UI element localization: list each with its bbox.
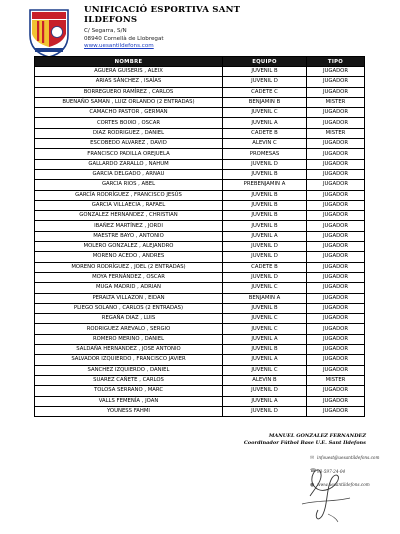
cell-nombre: IBAÑEZ MARTÍNEZ , JORDI (35, 221, 223, 231)
cell-nombre: MOYA FERNÁNDEZ , OSCAR (35, 272, 223, 282)
table-row (35, 272, 365, 282)
table-row (35, 242, 365, 252)
cell-tipo: MISTER (307, 375, 365, 385)
cell-tipo: JUGADOR (307, 149, 365, 159)
cell-equipo: JUVENIL A (223, 355, 307, 365)
cell-nombre: SUAREZ CAÑETE , CARLOS (35, 375, 223, 385)
contact-email[interactable]: infouest@uesantildefons.com (317, 455, 380, 461)
cell-equipo: JUVENIL C (223, 365, 307, 375)
cell-tipo: JUGADOR (307, 231, 365, 241)
roster-table (34, 56, 365, 417)
table-row (35, 345, 365, 355)
cell-equipo: JUVENIL A (223, 396, 307, 406)
cell-nombre: GARCIA VILLAECIA , RAFAEL (35, 200, 223, 210)
cell-tipo: JUGADOR (307, 303, 365, 313)
cell-nombre: CORTES BOIXO , OSCAR (35, 118, 223, 128)
cell-nombre: MUGA MADRID , ADRIAN (35, 283, 223, 293)
table-row (35, 283, 365, 293)
header-equipo: EQUIPO (223, 57, 307, 67)
cell-nombre: GARCIA DELGADO , ARNAU (35, 169, 223, 179)
table-body (35, 67, 365, 417)
cell-nombre: MORENO ACEDO , ANDRES (35, 252, 223, 262)
cell-equipo: JUVENIL C (223, 283, 307, 293)
cell-equipo: JUVENIL A (223, 334, 307, 344)
cell-nombre: VALLS FEMENÍA , JOAN (35, 396, 223, 406)
cell-nombre: SANCHEZ IZQUIERDO , DANIEL (35, 365, 223, 375)
cell-nombre: SALVADOR IZQUIERDO , FRANCISCO JAVIER (35, 355, 223, 365)
table-row (35, 324, 365, 334)
cell-tipo: JUGADOR (307, 108, 365, 118)
table-row (35, 365, 365, 375)
cell-equipo: PROMESAS (223, 149, 307, 159)
cell-tipo: JUGADOR (307, 159, 365, 169)
cell-tipo: JUGADOR (307, 345, 365, 355)
table-row (35, 406, 365, 416)
table-row (35, 67, 365, 77)
cell-tipo: JUGADOR (307, 272, 365, 282)
table-row (35, 97, 365, 107)
cell-nombre: GARCÍA RODRÍGUEZ , FRANCISCO JESÚS (35, 190, 223, 200)
cell-equipo: BENJAMIN A (223, 293, 307, 303)
table-row (35, 314, 365, 324)
cell-equipo: JUVENIL D (223, 159, 307, 169)
cell-equipo: CADETE B (223, 128, 307, 138)
cell-equipo: JUVENIL C (223, 108, 307, 118)
cell-nombre: GARCIA RIOS , ABEL (35, 180, 223, 190)
cell-equipo: CADETE B (223, 262, 307, 272)
table-row (35, 252, 365, 262)
cell-tipo: JUGADOR (307, 67, 365, 77)
cell-tipo: JUGADOR (307, 355, 365, 365)
table-row (35, 190, 365, 200)
table-row (35, 231, 365, 241)
club-name (84, 5, 284, 25)
header-tipo: TIPO (307, 57, 365, 67)
cell-tipo: JUGADOR (307, 221, 365, 231)
cell-nombre: FRANCISCO PADILLA OREJUELA (35, 149, 223, 159)
cell-tipo: JUGADOR (307, 406, 365, 416)
cell-equipo: BENJAMIN B (223, 97, 307, 107)
signature-block (220, 433, 366, 447)
table-row (35, 118, 365, 128)
cell-nombre: YOUNESS FAHMI (35, 406, 223, 416)
cell-nombre: SALDAÑA HERNANDEZ , JOSE ANTONIO (35, 345, 223, 355)
cell-nombre: DIAZ RODRIGUEZ , DANIEL (35, 128, 223, 138)
cell-tipo: JUGADOR (307, 262, 365, 272)
table-row (35, 262, 365, 272)
cell-tipo: JUGADOR (307, 334, 365, 344)
cell-tipo: JUGADOR (307, 118, 365, 128)
cell-equipo: JUVENIL B (223, 221, 307, 231)
cell-nombre: TOLOSA SERRANO , MARC (35, 386, 223, 396)
cell-nombre: AGUERA GUISERIS , ALEIX (35, 67, 223, 77)
website-link[interactable]: www.uesantildefons.com (84, 43, 154, 50)
cell-equipo: JUVENIL D (223, 386, 307, 396)
cell-tipo: JUGADOR (307, 324, 365, 334)
globe-icon: ● (310, 481, 315, 488)
table-row (35, 200, 365, 210)
cell-tipo: MISTER (307, 97, 365, 107)
cell-equipo: JUVENIL C (223, 324, 307, 334)
cell-tipo: JUGADOR (307, 180, 365, 190)
cell-tipo: JUGADOR (307, 396, 365, 406)
cell-equipo: JUVENIL D (223, 77, 307, 87)
cell-nombre: BUENAÑO SAMAN , LUIZ ORLANDO (2 ENTRADAS) (35, 97, 223, 107)
cell-equipo: JUVENIL B (223, 211, 307, 221)
cell-nombre: REGAÑA DIAZ , LUIS (35, 314, 223, 324)
table-header-row (35, 57, 365, 67)
cell-equipo: JUVENIL B (223, 169, 307, 179)
cell-tipo: JUGADOR (307, 139, 365, 149)
cell-nombre: MAESTRE BAYO , ANTONIO (35, 231, 223, 241)
cell-nombre: ESCOBEDO ALVAREZ , DAVID (35, 139, 223, 149)
cell-nombre: RODRIGUEZ AREVALO , SERGIO (35, 324, 223, 334)
address-street: C/ Segarra, S/N (84, 28, 127, 34)
address-city: 08940 Cornellà de Llobregat (84, 35, 164, 42)
cell-equipo: JUVENIL B (223, 345, 307, 355)
contact-web[interactable]: www.uesantildefons.com (317, 482, 370, 488)
cell-tipo: JUGADOR (307, 386, 365, 396)
cell-equipo: JUVENIL B (223, 200, 307, 210)
cell-nombre: CAMACHO PASTOR , GERMAN (35, 108, 223, 118)
table-row (35, 159, 365, 169)
cell-tipo: JUGADOR (307, 211, 365, 221)
cell-nombre: MOLERO GONZALEZ , ALEJANDRO (35, 242, 223, 252)
cell-nombre: GONZALEZ HERNANDEZ , CHRISTIAN (35, 211, 223, 221)
club-name-line2: ILDEFONS (84, 15, 138, 25)
table-row (35, 87, 365, 97)
cell-tipo: JUGADOR (307, 252, 365, 262)
cell-nombre: BORREGUERO RAMÍREZ , CARLOS (35, 87, 223, 97)
mail-icon: ✉ (310, 454, 315, 461)
header-nombre: NOMBRE (35, 57, 223, 67)
club-name-line1: UNIFICACIÓ ESPORTIVA SANT (84, 5, 241, 15)
signatory-name: MANUEL GONZALEZ FERNANDEZ (268, 433, 366, 439)
cell-tipo: JUGADOR (307, 283, 365, 293)
table-row (35, 169, 365, 179)
table-row (35, 303, 365, 313)
table-row (35, 77, 365, 87)
table-row (35, 396, 365, 406)
table-row (35, 375, 365, 385)
table-row (35, 293, 365, 303)
cell-equipo: JUVENIL D (223, 272, 307, 282)
table-row (35, 386, 365, 396)
cell-tipo: JUGADOR (307, 365, 365, 375)
cell-equipo: JUVENIL D (223, 406, 307, 416)
phone-icon: ☎ (310, 468, 317, 475)
handwritten-signature (262, 456, 372, 526)
cell-equipo: JUVENIL B (223, 190, 307, 200)
table-row (35, 221, 365, 231)
cell-equipo: JUVENIL B (223, 303, 307, 313)
cell-tipo: JUGADOR (307, 190, 365, 200)
table-row (35, 334, 365, 344)
club-address (84, 28, 164, 51)
cell-equipo: JUVENIL D (223, 242, 307, 252)
cell-equipo: JUVENIL B (223, 67, 307, 77)
cell-tipo: JUGADOR (307, 77, 365, 87)
cell-equipo: CADETE C (223, 87, 307, 97)
cell-tipo: JUGADOR (307, 242, 365, 252)
cell-nombre: PLIEGO SOLANO , CARLOS (2 ENTRADAS) (35, 303, 223, 313)
table-row (35, 149, 365, 159)
club-crest-logo (27, 7, 71, 59)
cell-nombre: GALLARDO ZARALLO , NAHUM (35, 159, 223, 169)
cell-equipo: JUVENIL A (223, 118, 307, 128)
cell-tipo: MISTER (307, 128, 365, 138)
cell-tipo: JUGADOR (307, 87, 365, 97)
table-row (35, 108, 365, 118)
cell-nombre: MORENO RODRÍGUEZ , JOEL (2 ENTRADAS) (35, 262, 223, 272)
cell-nombre: ROMERO MERINO , DANIEL (35, 334, 223, 344)
cell-nombre: PERALTA VILLAZON , EIDAN (35, 293, 223, 303)
table-row (35, 128, 365, 138)
contact-phone: 93-597-24-04 (317, 468, 346, 474)
cell-nombre: ARIAS SÁNCHEZ , ISAÍAS (35, 77, 223, 87)
signatory-role: Coordinador Fútbol Base U.E. Sant Ildefons (243, 440, 366, 446)
cell-equipo: JUVENIL C (223, 314, 307, 324)
cell-tipo: JUGADOR (307, 169, 365, 179)
cell-equipo: ALEVIN B (223, 375, 307, 385)
cell-tipo: JUGADOR (307, 200, 365, 210)
table-row (35, 211, 365, 221)
table-row (35, 139, 365, 149)
cell-equipo: ALEVIN C (223, 139, 307, 149)
cell-tipo: JUGADOR (307, 314, 365, 324)
cell-equipo: JUVENIL A (223, 231, 307, 241)
cell-tipo: JUGADOR (307, 293, 365, 303)
table-row (35, 180, 365, 190)
cell-equipo: JUVENIL D (223, 252, 307, 262)
table-row (35, 355, 365, 365)
cell-equipo: PREBENJAMIN A (223, 180, 307, 190)
